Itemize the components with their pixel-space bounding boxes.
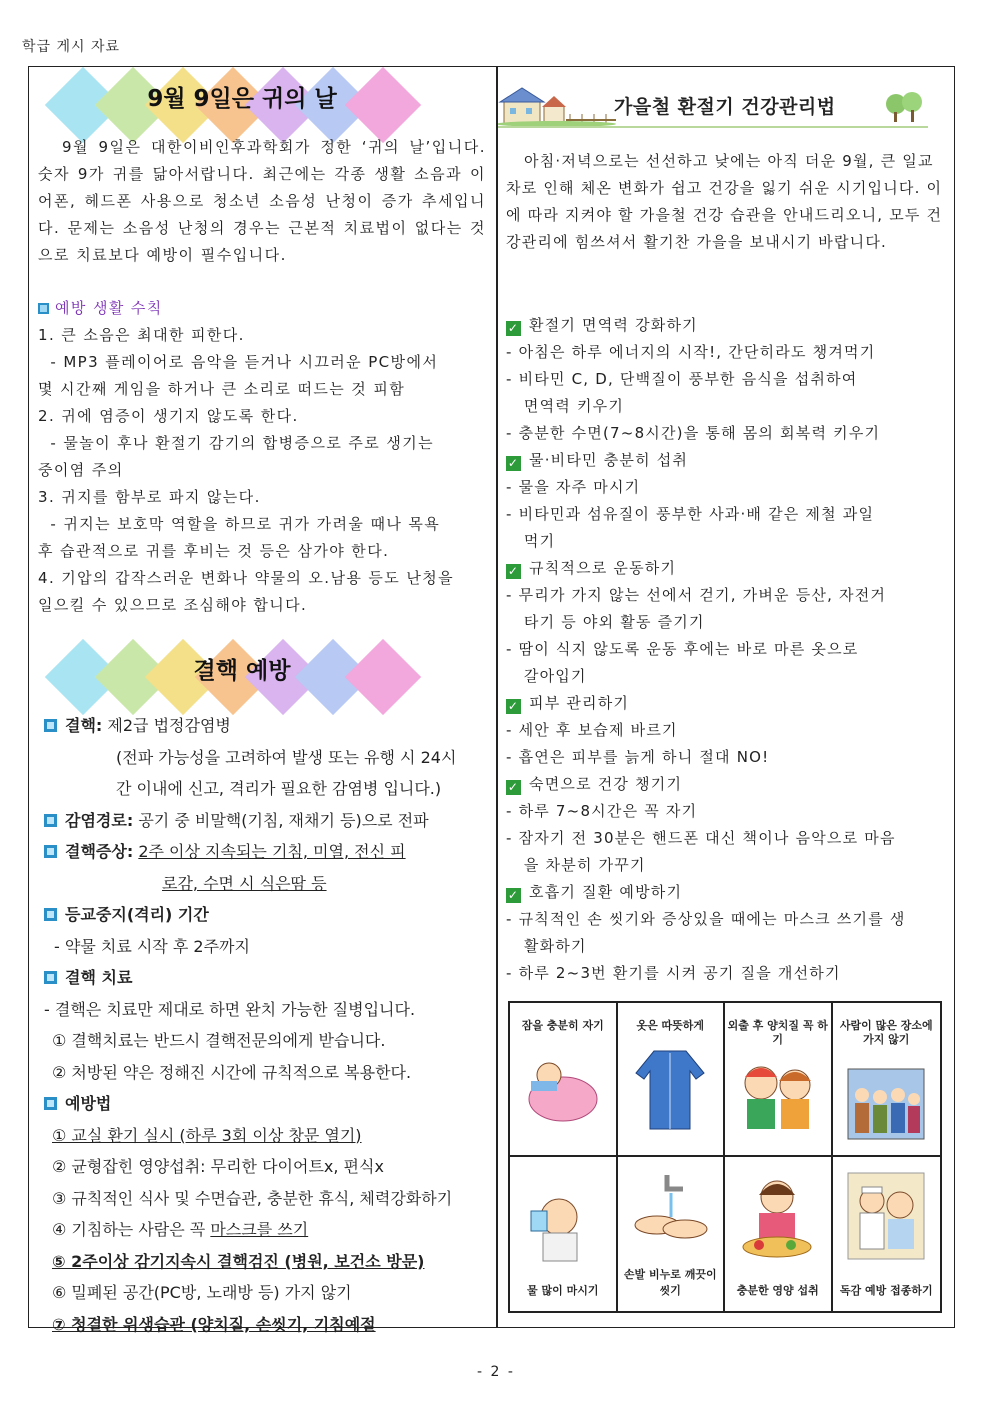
illustration-grid bbox=[508, 1001, 942, 1313]
tb-symptom: 로감, 수면 시 식은땀 등 bbox=[162, 873, 327, 893]
tip-item: - 아침은 하루 에너지의 시작!, 간단히라도 챙겨먹기 bbox=[506, 343, 876, 361]
list-item: 4. 기압의 갑작스러운 변화나 약물의 오.남용 등도 난청을 bbox=[38, 569, 455, 587]
tip-item: 을 차분히 가꾸기 bbox=[506, 856, 646, 874]
list-item: - 귀지는 보호막 역할을 하므로 귀가 가려울 때나 목욕 bbox=[38, 515, 441, 533]
tb-banner bbox=[46, 642, 438, 712]
autumn-tips bbox=[506, 312, 946, 987]
square-bullet-icon bbox=[44, 971, 57, 984]
illustration-brush-teeth: 외출 후 양치질 꼭 하기 bbox=[725, 1003, 833, 1157]
tip-item: - 비타민 C, D, 단백질이 풍부한 음식을 섭취하여 bbox=[506, 370, 858, 388]
illustration-flu-shot: 독감 예방 접종하기 bbox=[833, 1157, 941, 1311]
tip-item: 타기 등 야외 활동 즐기기 bbox=[506, 613, 705, 631]
list-item: 몇 시간째 게임을 하거나 큰 소리로 떠드는 것 피함 bbox=[38, 380, 406, 398]
tb-method: ③ 규칙적인 식사 및 수면습관, 충분한 휴식, 체력강화하기 bbox=[52, 1188, 453, 1208]
list-item: - MP3 플레이어로 음악을 듣거나 시끄러운 PC방에서 bbox=[38, 353, 439, 371]
ear-day-banner bbox=[46, 70, 438, 140]
tip-item: 활화하기 bbox=[506, 937, 587, 955]
check-icon: ✓ bbox=[507, 888, 520, 902]
prevent-list bbox=[38, 322, 486, 619]
ear-day-intro: 9월 9일은 대한이비인후과학회가 정한 ‘귀의 날’입니다. 숫자 9가 귀를 닮아서랍니다. 최근에는 각종 생활 소음과 이어폰, 헤드폰 사용으로 청소년 소음성 난청이 증가 추세입니다. 문제는 소음성 난청의 경우는 근본적 치료법이 없다는 것으로 치료보다 예방이 필수입니다. bbox=[38, 138, 486, 264]
tip-heading: ✓ 규칙적으로 운동하기 bbox=[507, 559, 677, 578]
tip-item: - 하루 7~8시간은 꼭 자기 bbox=[506, 802, 698, 820]
tip-heading: ✓ 숙면으로 건강 챙기기 bbox=[507, 775, 683, 794]
tip-item: - 물을 자주 마시기 bbox=[506, 478, 641, 496]
tip-heading: ✓ 환절기 면역력 강화하기 bbox=[507, 316, 698, 335]
tip-heading: ✓ 물·비타민 충분히 섭취 bbox=[507, 451, 689, 470]
list-item: 1. 큰 소음은 최대한 피한다. bbox=[38, 326, 245, 344]
illustration-wash-hands: 손발 비누로 깨끗이 씻기 bbox=[618, 1157, 726, 1311]
tip-item: 갈아입기 bbox=[506, 667, 587, 685]
check-icon: ✓ bbox=[507, 564, 520, 578]
tb-def-note: (전파 가능성을 고려하여 발생 또는 유행 시 24시 bbox=[116, 747, 457, 767]
hand-washing-icon bbox=[627, 1171, 713, 1251]
tip-item: - 세안 후 보습제 바르기 bbox=[506, 721, 678, 739]
square-bullet-icon bbox=[44, 908, 57, 921]
column-divider bbox=[496, 66, 498, 1328]
list-item: 후 습관적으로 귀를 후비는 것 등은 삼가야 한다. bbox=[38, 542, 390, 560]
tb-method: ⑤ 2주이상 감기지속시 결핵검진 (병원, 보건소 방문) bbox=[52, 1251, 425, 1271]
list-item: 중이염 주의 bbox=[38, 461, 124, 479]
autumn-intro: 아침·저녁으로는 선선하고 낮에는 아직 더운 9월, 큰 일교차로 인해 체온 변화가 쉽고 건강을 잃기 쉬운 시기입니다. 이에 따라 지켜야 할 가을철 건강 습관을 안내드리오니, 모두 건강관리에 힘쓰셔서 활기찬 가을을 보내시기 바랍니다. bbox=[506, 152, 943, 251]
square-bullet-icon bbox=[44, 845, 57, 858]
list-item: 2. 귀에 염증이 생기지 않도록 한다. bbox=[38, 407, 299, 425]
page-number: - 2 - bbox=[477, 1364, 515, 1380]
check-icon: ✓ bbox=[507, 321, 520, 335]
tip-item: 먹기 bbox=[506, 532, 556, 550]
house-icon bbox=[498, 84, 618, 128]
square-bullet-icon bbox=[38, 303, 49, 314]
drinking-person-icon bbox=[523, 1183, 603, 1263]
tb-method: ⑦ 청결한 위생습관 (양치질, 손씻기, 기침예절 bbox=[52, 1314, 376, 1334]
tb-def-note: 간 이내에 신고, 격리가 필요한 감염병 입니다.) bbox=[116, 779, 442, 798]
tip-item: - 규칙적인 손 씻기와 증상있을 때에는 마스크 쓰기를 생 bbox=[506, 910, 906, 928]
sleeping-child-icon bbox=[523, 1047, 603, 1127]
tip-heading: ✓ 피부 관리하기 bbox=[507, 694, 630, 713]
ear-day-title: 9월 9일은 귀의 날 bbox=[147, 86, 337, 112]
autumn-title: 가을철 환절기 건강관리법 bbox=[614, 96, 836, 118]
list-item: 3. 귀지를 함부로 파지 않는다. bbox=[38, 488, 261, 506]
crowd-icon bbox=[846, 1067, 926, 1141]
tip-item: - 비타민과 섬유질이 풍부한 사과·배 같은 제철 과일 bbox=[506, 505, 875, 523]
tip-item: - 흡연은 피부를 늙게 하니 절대 NO! bbox=[506, 748, 770, 766]
tip-item: - 무리가 가지 않는 선에서 걷기, 가벼운 등산, 자전거 bbox=[506, 586, 887, 604]
square-bullet-icon bbox=[44, 814, 57, 827]
illustration-nutrition: 충분한 영양 섭취 bbox=[725, 1157, 833, 1311]
check-icon: ✓ bbox=[507, 456, 520, 470]
autumn-banner bbox=[498, 82, 938, 128]
tree-icon bbox=[884, 88, 924, 124]
tb-method: ② 균형잡힌 영양섭취: 무리한 다이어트x, 편식x bbox=[52, 1157, 384, 1176]
prevent-heading: 예방 생활 수칙 bbox=[38, 295, 486, 322]
illustration-drink-water: 물 많이 마시기 bbox=[510, 1157, 618, 1311]
tip-heading: ✓ 호흡기 질환 예방하기 bbox=[507, 883, 683, 902]
jacket-icon bbox=[634, 1043, 706, 1133]
check-icon: ✓ bbox=[507, 780, 520, 794]
illustration-sleep: 잠을 충분히 자기 bbox=[510, 1003, 618, 1157]
tb-treat: ② 처방된 약은 정해진 시간에 규칙적으로 복용한다. bbox=[52, 1062, 412, 1082]
tip-item: - 충분한 수면(7~8시간)을 통해 몸의 회복력 키우기 bbox=[506, 424, 881, 442]
tb-method: ⑥ 밀폐된 공간(PC방, 노래방 등) 가지 않기 bbox=[52, 1283, 352, 1302]
tip-item: - 잠자기 전 30분은 핸드폰 대신 책이나 음악으로 마음 bbox=[506, 829, 896, 847]
tip-item: 면역력 키우기 bbox=[506, 397, 625, 415]
tip-item: - 하루 2~3번 환기를 시켜 공기 질을 개선하기 bbox=[506, 964, 841, 982]
header-note: 학급 게시 자료 bbox=[22, 39, 121, 55]
list-item: 일으킬 수 있으므로 조심해야 합니다. bbox=[38, 596, 308, 614]
tip-item: - 땀이 식지 않도록 운동 후에는 바로 마른 옷으로 bbox=[506, 640, 859, 658]
list-item: - 물놀이 후나 환절기 감기의 합병증으로 주로 생기는 bbox=[38, 434, 435, 452]
illustration-warm-clothes: 옷은 따뜻하게 bbox=[618, 1003, 726, 1157]
kids-icon bbox=[733, 1059, 823, 1139]
tb-title: 결핵 예방 bbox=[193, 658, 291, 684]
tb-treat: ① 결핵치료는 반드시 결핵전문의에게 받습니다. bbox=[52, 1031, 386, 1050]
girl-eating-icon bbox=[735, 1173, 821, 1263]
tb-section: 결핵: 제2급 법정감염병 (전파 가능성을 고려하여 발생 또는 유행 시 24시 간 이내에 신고, 격리가 필요한 감염병 입니다.) 감염경로: 공기 중 비말핵(기침, 재채기 등)으로 전파 결핵증상: 2주 이상 지속되는 기침, 미열, 전신 피 로감, 수면 시 식은땀 등 등교중지(격리) 기간 - 약물 치료 시작 후 2주까지 결핵 치료 - 결핵은 치료만 제대로 하면 완치 가능한 질병입니다. ① 결핵치료는 반드시 결핵전문의에게 받습니다. ② 처방된 약은 정해진 시간에 규칙적으로 복용한다. 예방법 ① 교실 환기 실시 (하루 3회 이상 창문 열기) ② 균형잡힌 영양섭취: 무리한 다이어트x, 편식x ③ 규칙적인 식사 및 수면습관, 충분한 휴식, 체력강화하기 ④ 기침하는 사람은 꼭 마스크를 쓰기 ⑤ 2주이상 감기지속시 결핵검진 (병원, 보건소 방문) ⑥ 밀폐된 공간(PC방, 노래방 등) 가지 않기 ⑦ 청결한 위생습관 (양치질, 손씻기, 기침예절 bbox=[44, 710, 492, 1340]
square-bullet-icon bbox=[44, 719, 57, 732]
tb-method: ① 교실 환기 실시 (하루 3회 이상 창문 열기) bbox=[52, 1125, 362, 1145]
tb-stop: - 약물 치료 시작 후 2주까지 bbox=[54, 936, 250, 956]
check-icon: ✓ bbox=[507, 699, 520, 713]
square-bullet-icon bbox=[44, 1097, 57, 1110]
tb-treat: - 결핵은 치료만 제대로 하면 완치 가능한 질병입니다. bbox=[44, 999, 416, 1019]
illustration-avoid-crowds: 사람이 많은 장소에 가지 않기 bbox=[833, 1003, 941, 1157]
vaccination-icon bbox=[846, 1171, 926, 1261]
